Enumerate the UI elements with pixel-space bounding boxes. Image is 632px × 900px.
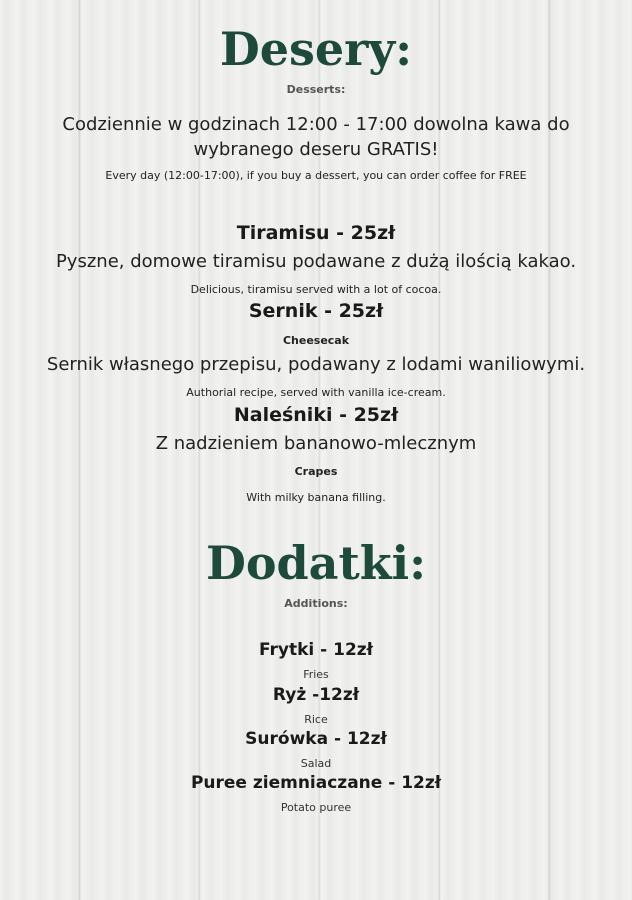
dessert-tiramisu-name: Tiramisu - 25zł: [236, 222, 396, 244]
dessert-nalesniki-name: Naleśniki - 25zł: [233, 404, 399, 426]
dessert-tiramisu-desc-pl: Pyszne, domowe tiramisu podawane z dużą ilością kakao.: [55, 251, 577, 272]
dessert-nalesniki-desc-en: With milky banana filling.: [246, 491, 386, 504]
desserts-title: Desery:: [219, 22, 413, 76]
addition-surowka-name-en: Salad: [300, 757, 332, 770]
dessert-nalesniki-desc-pl: Z nadzieniem bananowo-mlecznym: [155, 433, 477, 454]
dessert-tiramisu-desc-en: Delicious, tiramisu served with a lot of cocoa.: [190, 283, 442, 296]
additions-subtitle: Additions:: [284, 597, 348, 610]
dessert-nalesniki-name-en: Crapes: [294, 465, 338, 478]
addition-puree-name-en: Potato puree: [280, 801, 352, 814]
addition-surowka-name: Surówka - 12zł: [245, 729, 387, 749]
desserts-subtitle: Desserts:: [286, 83, 346, 96]
dessert-sernik-desc-en: Authorial recipe, served with vanilla ice-cream.: [186, 386, 446, 399]
promo-text-pl: Codziennie w godzinach 12:00 - 17:00 dowolna kawa do wybranego deseru GRATIS!: [62, 114, 570, 160]
addition-ryz-name-en: Rice: [304, 713, 328, 726]
additions-title: Dodatki:: [205, 536, 427, 590]
dessert-sernik-name-en: Cheesecak: [282, 334, 350, 347]
addition-puree-name: Puree ziemniaczane - 12zł: [190, 773, 442, 793]
dessert-sernik-name: Sernik - 25zł: [248, 300, 384, 322]
dessert-sernik-desc-pl: Sernik własnego przepisu, podawany z lodami waniliowymi.: [46, 354, 586, 375]
addition-ryz-name: Ryż -12zł: [272, 685, 360, 705]
addition-frytki-name: Frytki - 12zł: [258, 640, 373, 660]
addition-frytki-name-en: Fries: [303, 668, 329, 681]
promo-text-en: Every day (12:00-17:00), if you buy a dessert, you can order coffee for FREE: [105, 169, 527, 182]
